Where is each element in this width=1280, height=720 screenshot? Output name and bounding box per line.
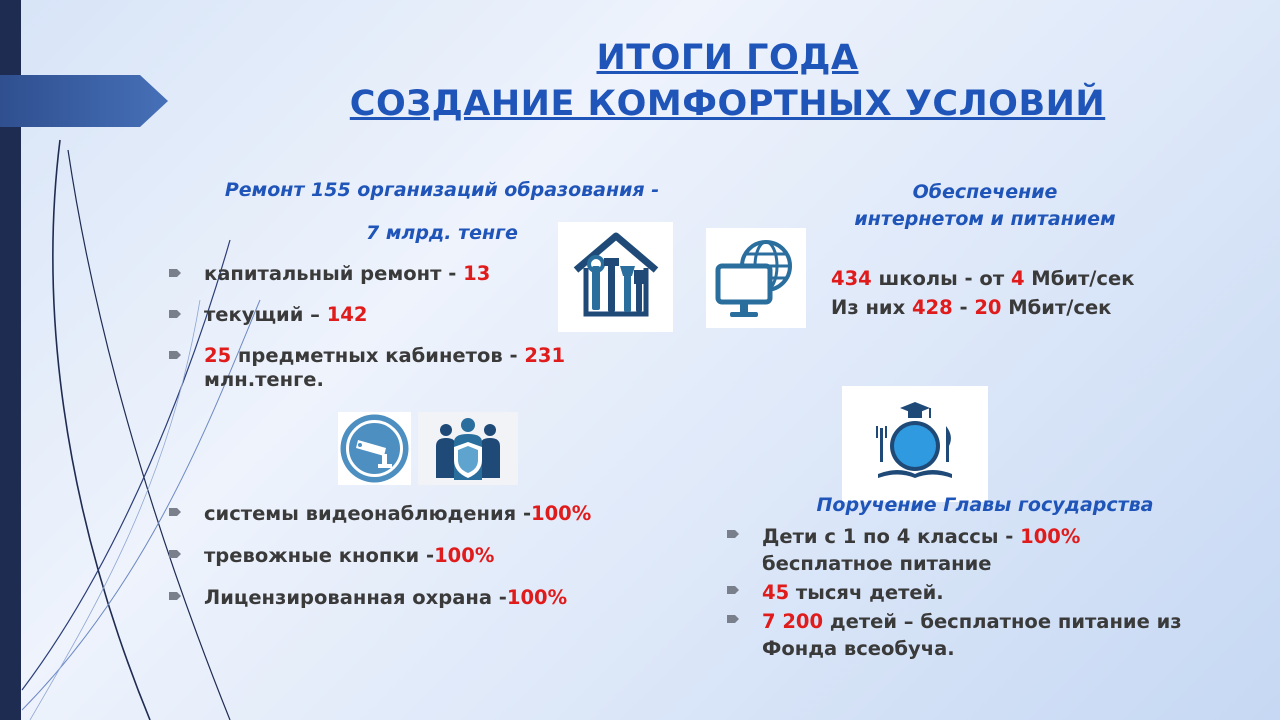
list-item-text: бесплатное питание bbox=[762, 552, 992, 575]
list-item bbox=[168, 344, 608, 392]
list-item bbox=[168, 262, 608, 286]
list-item-value: 7 200 bbox=[762, 610, 824, 633]
stat-text: Мбит/сек bbox=[1024, 267, 1135, 290]
list-item-text: тысяч детей. bbox=[789, 581, 944, 604]
list-item-value: 25 bbox=[204, 344, 232, 367]
arrow-bullet-icon bbox=[726, 612, 740, 626]
list-item-text: предметных кабинетов - bbox=[231, 344, 525, 367]
cctv-card bbox=[338, 412, 411, 485]
page-title-line2: СОЗДАНИЕ КОМФОРТНЫХ УСЛОВИЙ bbox=[349, 84, 1106, 124]
list-item-value: 142 bbox=[326, 303, 368, 326]
cctv-camera-icon bbox=[338, 412, 411, 485]
repair-list bbox=[168, 262, 608, 409]
stat-value: 4 bbox=[1010, 267, 1025, 290]
arrow-bullet-icon bbox=[168, 547, 182, 561]
page-title-line1: ИТОГИ ГОДА bbox=[596, 38, 859, 78]
list-item bbox=[168, 585, 648, 611]
arrow-bullet-icon bbox=[168, 505, 182, 519]
stat-value: 20 bbox=[974, 296, 1002, 319]
people-shield-icon bbox=[432, 416, 504, 482]
list-item-value: 231 bbox=[524, 344, 566, 367]
house-tools-card bbox=[558, 222, 673, 332]
list-item-text: Лицензированная охрана - bbox=[204, 586, 507, 609]
arrow-bullet-icon bbox=[726, 527, 740, 541]
meals-list bbox=[726, 523, 1246, 664]
stat-text: - bbox=[952, 296, 975, 319]
list-item bbox=[168, 303, 608, 327]
meals-heading: Поручение Главы государства bbox=[816, 494, 1154, 516]
stat-text: Из них bbox=[831, 296, 912, 319]
internet-heading-line2: интернетом и питанием bbox=[854, 208, 1116, 230]
internet-stat-line1 bbox=[831, 264, 1134, 293]
arrow-bullet-icon bbox=[168, 266, 182, 280]
globe-monitor-card bbox=[706, 228, 806, 328]
repair-heading: Ремонт 155 организаций образования - bbox=[224, 179, 660, 201]
list-item-text: капитальный ремонт - bbox=[204, 262, 464, 285]
list-item-text: текущий – bbox=[204, 303, 327, 326]
stat-value: 428 bbox=[911, 296, 953, 319]
plate-card bbox=[842, 386, 988, 502]
house-tools-icon bbox=[572, 230, 660, 324]
arrow-bullet-icon bbox=[726, 583, 740, 597]
internet-stat-line2 bbox=[831, 293, 1134, 322]
list-item-value: 100% bbox=[531, 502, 592, 525]
internet-stats bbox=[831, 264, 1134, 322]
stat-value: 434 bbox=[831, 267, 872, 290]
list-item-value: 100% bbox=[506, 586, 568, 609]
list-item-text: детей – бесплатное питание из Фонда всеобуча. bbox=[762, 610, 1182, 660]
stat-text: школы - от bbox=[871, 267, 1011, 290]
internet-heading bbox=[810, 179, 1160, 233]
list-item-value: 13 bbox=[463, 262, 491, 285]
internet-heading-line1: Обеспечение bbox=[912, 181, 1058, 203]
list-item-text: Дети с 1 по 4 классы - bbox=[762, 525, 1021, 548]
people-shield-card bbox=[418, 412, 518, 485]
arrow-bullet-icon bbox=[168, 589, 182, 603]
arrow-bullet-icon bbox=[168, 307, 182, 321]
list-item-text: тревожные кнопки - bbox=[204, 544, 435, 567]
security-list bbox=[168, 501, 648, 627]
list-item-value: 100% bbox=[1020, 525, 1081, 548]
repair-budget-heading: 7 млрд. тенге bbox=[366, 222, 518, 244]
plate-graduation-icon bbox=[870, 396, 960, 482]
list-item bbox=[168, 543, 648, 569]
list-item bbox=[726, 608, 1246, 662]
list-item bbox=[168, 501, 648, 527]
list-item-value: 45 bbox=[762, 581, 790, 604]
list-item bbox=[726, 523, 1246, 577]
stat-text: Мбит/сек bbox=[1001, 296, 1112, 319]
list-item-text: млн.тенге. bbox=[204, 368, 324, 391]
list-item-value: 100% bbox=[434, 544, 495, 567]
arrow-bullet-icon bbox=[168, 348, 182, 362]
list-item bbox=[726, 579, 1246, 606]
globe-monitor-icon bbox=[714, 236, 798, 320]
list-item-text: системы видеонаблюдения - bbox=[204, 502, 532, 525]
